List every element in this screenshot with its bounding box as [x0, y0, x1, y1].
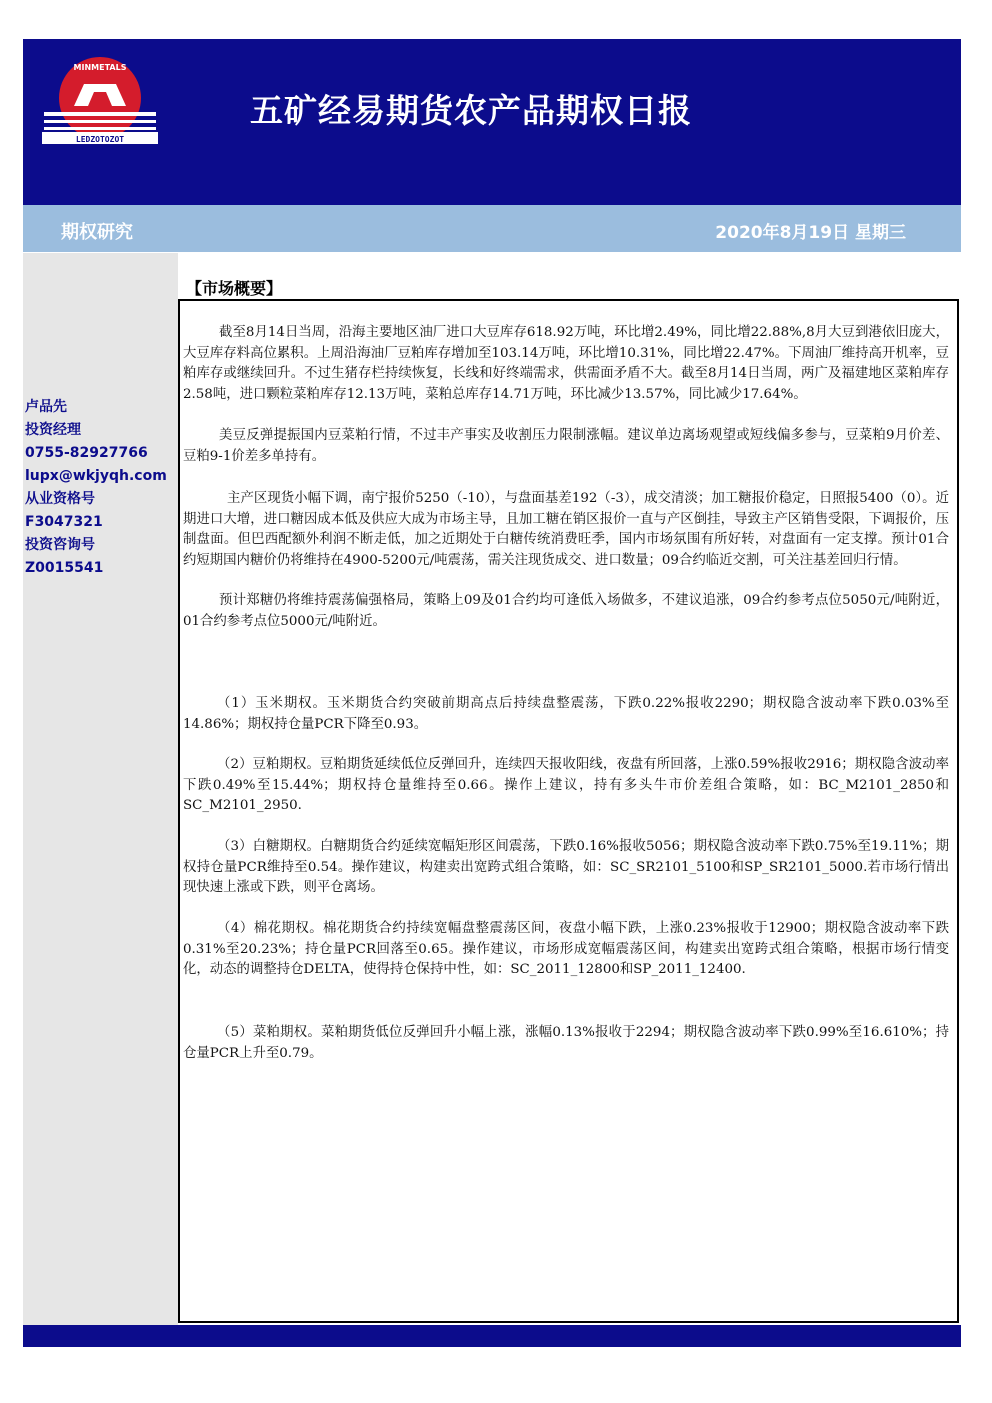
consult-label: 投资咨询号 — [25, 537, 95, 553]
analyst-role: 投资经理 — [25, 422, 81, 438]
section-heading: 【市场概要】 — [186, 279, 283, 298]
footer-banner — [23, 1325, 961, 1347]
company-logo — [36, 54, 164, 146]
soy-market-paragraph: 截至8月14日当周，沿海主要地区油厂进口大豆库存618.92万吨，环比增2.49%，同比增22.88%,8月大豆到港依旧庞大，大豆库存料高位累积。上周沿海油厂豆粕库存增加至103.14万吨，环比增10.31%，同比增22.47%。下周油厂维持高开机率，豆粕库存或继续回升。不过生猪存栏持续恢复，长线和好终端需求，供需面矛盾不大。截至8月14日当周，两广及福建地区菜粕库存2.58吨，进口颗粒菜粕库存12.13万吨，菜粕总库存14.71万吨，环比减少13.57%，同比减少17.64%。 — [183, 325, 949, 402]
svg-text:MINMETALS: MINMETALS — [73, 63, 127, 72]
sugar-market-paragraph: 主产区现货小幅下调，南宁报价5250（-10），与盘面基差192（-3），成交清淡；加工糖报价稳定，日照报5400（0）。近期进口大增，进口糖因成本低及供应大成为市场主导，且加工糖在销区报价一直与产区倒挂，导致主产区销售受限，下调报价，压制盘面。但巴西配额外利润不断走低，加之近期处于白糖传统消费旺季，国内市场氛围有所好转，对盘面有一定支撑。预计01合约短期国内糖价仍将维持在4900-5200元/吨震荡，需关注现货成交、进口数量；09合约临近交割，可关注基差回归行情。 — [183, 491, 949, 568]
svg-text:LEDZOTOZOT: LEDZOTOZOT — [75, 135, 125, 144]
rapeseed-option-paragraph: （5）菜粕期权。菜粕期货低位反弹回升小幅上涨，涨幅0.13%报收于2294；期权隐含波动率下跌0.99%至16.610%；持仓量PCR上升至0.79。 — [183, 1025, 949, 1061]
cotton-option-paragraph: （4）棉花期权。棉花期货合约持续宽幅盘整震荡区间，夜盘小幅下跌，上涨0.23%报收于12900；期权隐含波动率下跌0.31%至20.23%；持仓量PCR回落至0.65。操作建议，市场形成宽幅震荡区间，构建卖出宽跨式组合策略，根据市场行情变化，动态的调整持仓DELTA，使得持仓保持中性，如：SC_2011_12800和SP_2011_12400. — [183, 921, 949, 977]
analyst-name: 卢品先 — [25, 399, 67, 415]
cert-label: 从业资格号 — [25, 491, 95, 507]
sugar-strategy-paragraph: 预计郑糖仍将维持震荡偏强格局，策略上09及01合约均可逢低入场做多，不建议追涨，09合约参考点位5050元/吨附近，01合约参考点位5000元/吨附近。 — [183, 593, 949, 629]
analyst-info — [25, 396, 167, 580]
report-title: 五矿经易期货农产品期权日报 — [250, 91, 692, 130]
cert-number: F3047321 — [25, 514, 103, 530]
report-date: 2020年8月19日 星期三 — [715, 223, 906, 243]
sugar-option-paragraph: （3）白糖期权。白糖期货合约延续宽幅矩形区间震荡，下跌0.16%报收5056；期权隐含波动率下跌0.75%至19.11%；期权持仓量PCR维持至0.54。操作建议，构建卖出宽跨式组合策略，如：SC_SR2101_5100和SP_SR2101_5000.若市场行情出现快速上涨或下跌，则平仓离场。 — [183, 839, 949, 895]
analyst-email[interactable]: lupx@wkjyqh.com — [25, 468, 167, 484]
analyst-phone: 0755-82927766 — [25, 445, 148, 461]
soy-strategy-paragraph: 美豆反弹提振国内豆菜粕行情，不过丰产事实及收割压力限制涨幅。建议单边离场观望或短线偏多参与，豆菜粕9月价差、豆粕9-1价差多单持有。 — [183, 428, 949, 464]
sub-header-bar — [23, 205, 961, 252]
content-box — [178, 299, 959, 1323]
consult-number: Z0015541 — [25, 560, 104, 576]
sidebar — [23, 253, 178, 1325]
section-tag: 期权研究 — [61, 222, 133, 243]
corn-option-paragraph: （1）玉米期权。玉米期货合约突破前期高点后持续盘整震荡，下跌0.22%报收2290；期权隐含波动率下跌0.03%至14.86%；期权持仓量PCR下降至0.93。 — [183, 696, 949, 732]
meal-option-paragraph: （2）豆粕期权。豆粕期货延续低位反弹回升，连续四天报收阳线，夜盘有所回落，上涨0.59%报收2916；期权隐含波动率下跌0.49%至15.44%；期权持仓量维持至0.66。操作上建议，持有多头牛市价差组合策略，如：BC_M2101_2850和SC_M2101_2950. — [183, 757, 949, 813]
